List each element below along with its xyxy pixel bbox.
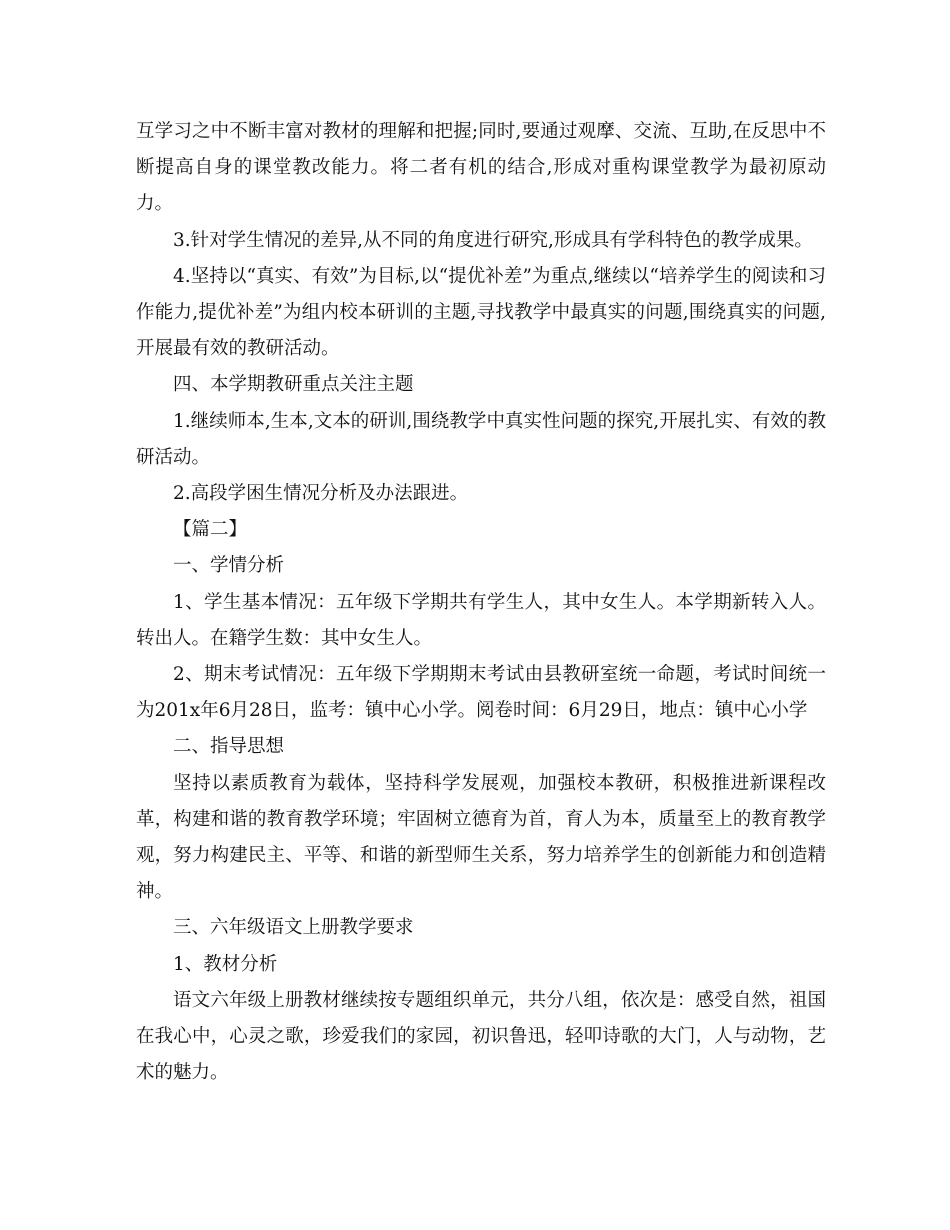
paragraph-focus-1: 1.继续师本,生本,文本的研训,围绕教学中真实性问题的探究,开展扎实、有效的教研活动。 xyxy=(136,410,826,468)
paragraph-textbook-analysis: 语文六年级上册教材继续按专题组织单元，共分八组，依次是：感受自然，祖国在我心中，心灵之歌，珍爱我们的家园，初识鲁迅，轻叩诗歌的大门，人与动物，艺术的魅力。 xyxy=(136,989,826,1084)
paragraph-focus-2: 2.高段学困生情况分析及办法跟进。 xyxy=(173,483,469,505)
paragraph-item-4: 4.坚持以“真实、有效”为目标,以“提优补差”为重点,继续以“培养学生的阅读和习作能力,提优补差”为组内校本研训的主题,寻找教学中最真实的问题,围绕真实的问题,开展最有效的教研活动。 xyxy=(136,265,826,360)
section-heading-2: 二、指导思想 xyxy=(173,736,285,758)
paragraph-continuation: 互学习之中不断丰富对教材的理解和把握;同时,要通过观摩、交流、互助,在反思中不断提高自身的课堂教改能力。将二者有机的结合,形成对重构课堂教学为最初原动力。 xyxy=(136,121,826,215)
paragraph-exam-info: 2、期末考试情况：五年级下学期期末考试由县教研室统一命题，考试时间统一为201x年6月28日，监考：镇中心小学。阅卷时间：6月29日，地点：镇中心小学 xyxy=(136,664,826,722)
section-heading-1: 一、学情分析 xyxy=(173,555,285,577)
section-heading-3: 三、六年级语文上册教学要求 xyxy=(173,917,414,939)
paragraph-student-info: 1、学生基本情况：五年级下学期共有学生人，其中女生人。本学期新转入人。转出人。在籍学生数：其中女生人。 xyxy=(136,591,826,649)
subsection-heading-1: 1、教材分析 xyxy=(173,953,278,975)
document-body xyxy=(136,114,826,1091)
section-heading-4: 四、本学期教研重点关注主题 xyxy=(173,374,414,396)
paragraph-guiding-thought: 坚持以素质教育为载体，坚持科学发展观，加强校本教研，积极推进新课程改革，构建和谐的教育教学环境；牢固树立德育为首，育人为本，质量至上的教育教学观，努力构建民主、平等、和谐的新型师生关系，努力培养学生的创新能力和创造精神。 xyxy=(136,772,826,903)
part-heading: 【篇二】 xyxy=(173,519,248,541)
paragraph-item-3: 3.针对学生情况的差异,从不同的角度进行研究,形成具有学科特色的教学成果。 xyxy=(173,229,813,251)
